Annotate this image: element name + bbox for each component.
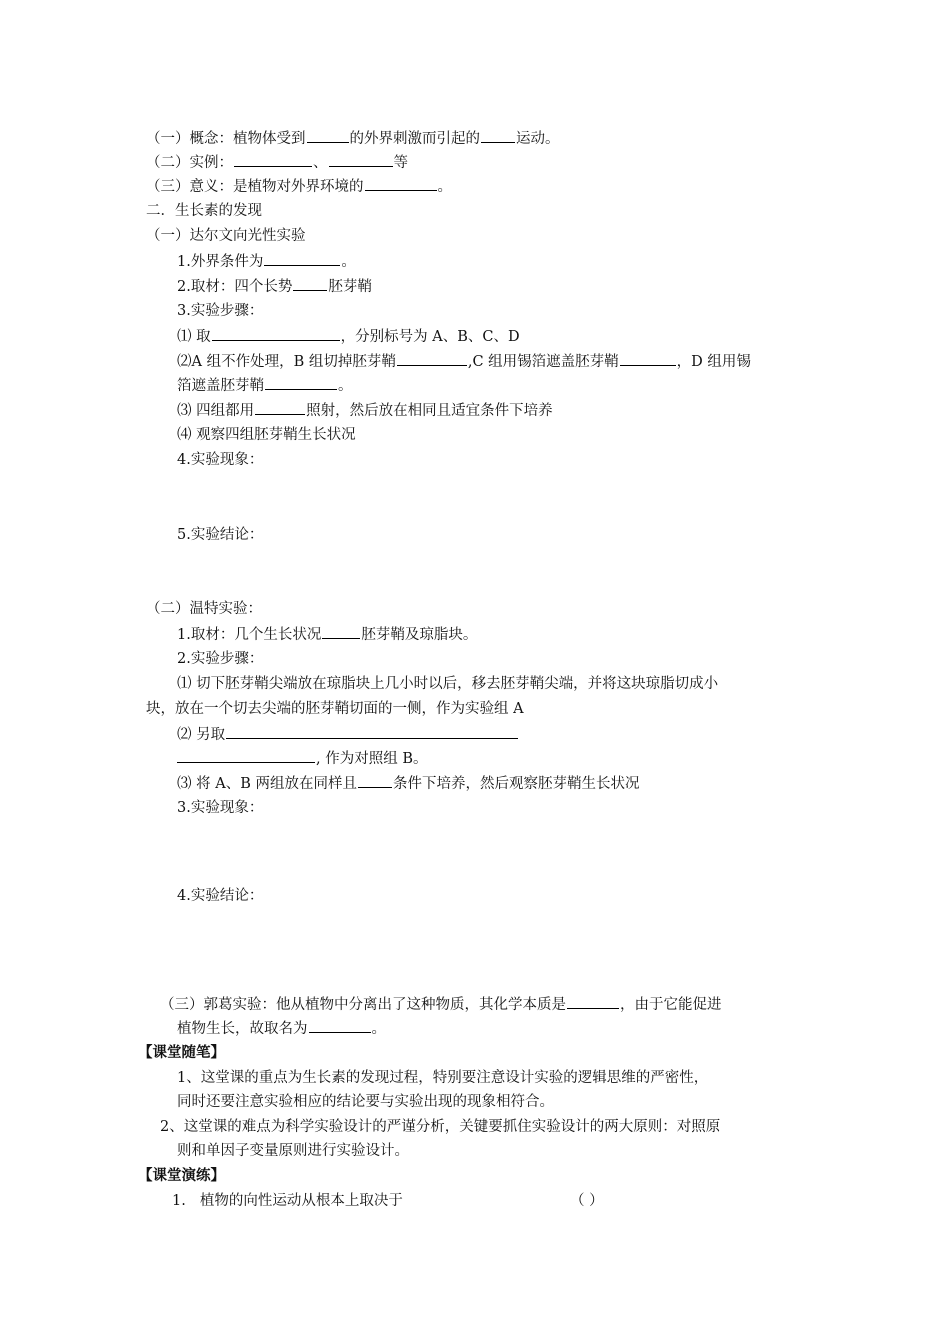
blank-7[interactable] [293, 276, 327, 291]
blank-4[interactable] [329, 152, 393, 167]
notes-title: 【课堂随笔】 [138, 1044, 225, 1061]
went-step-2: ⑵ 另取 [177, 724, 519, 745]
went-step-3: ⑶ 将 A、B 两组放在同样且 条件下培养，然后观察胚芽鞘生长状况 [177, 773, 639, 794]
blank-13[interactable] [322, 624, 360, 639]
darwin-step-1: ⑴ 取 ，分别标号为 A、B、C、D [177, 326, 520, 347]
went-item-2: 2.实验步骤： [177, 651, 264, 667]
blank-1[interactable] [307, 128, 349, 143]
blank-6[interactable] [264, 251, 340, 266]
note-1: 1、这堂课的重点为生长素的发现过程，特别要注意设计实验的逻辑思维的严密性， [177, 1070, 709, 1086]
darwin-item-4: 4.实验现象： [177, 452, 264, 468]
went-item-1: 1.取材：几个生长状况 胚芽鞘及琼脂块。 [177, 624, 477, 645]
darwin-item-3: 3.实验步骤： [177, 303, 264, 319]
blank-10[interactable] [620, 351, 676, 366]
guo-line: （三）郭葛实验：他从植物中分离出了这种物质，其化学本质是 ，由于它能促进 [160, 994, 722, 1015]
blank-14[interactable] [226, 724, 518, 739]
question-text: 植物的向性运动从根本上取决于 [199, 1193, 403, 1209]
note-1-cont: 同时还要注意实验相应的结论要与实验出现的现象相符合。 [177, 1094, 554, 1110]
blank-3[interactable] [234, 152, 312, 167]
question-number: 1. [172, 1193, 186, 1209]
meaning-line: （三）意义：是植物对外界环境的 。 [146, 176, 452, 197]
darwin-item-5: 5.实验结论： [177, 527, 264, 543]
blank-16[interactable] [358, 773, 392, 788]
blank-11[interactable] [265, 375, 337, 390]
darwin-step-3: ⑶ 四组都用 照射，然后放在相同且适宜条件下培养 [177, 400, 553, 421]
blank-18[interactable] [309, 1018, 371, 1033]
blank-15[interactable] [177, 748, 315, 763]
concept-line: （一）概念：植物体受到 的外界刺激而引起的 运动。 [146, 128, 560, 149]
went-step-1: ⑴ 切下胚芽鞘尖端放在琼脂块上几小时以后，移去胚芽鞘尖端，并将这块琼脂切成小 [177, 676, 719, 692]
darwin-title: （一）达尔文向光性实验 [146, 228, 306, 244]
answer-paren[interactable]: （ ） [570, 1193, 604, 1209]
went-item-3: 3.实验现象： [177, 800, 264, 816]
practice-title: 【课堂演练】 [138, 1167, 225, 1184]
note-2: 2、这堂课的难点为科学实验设计的严谨分析，关键要抓住实验设计的两大原则：对照原 [160, 1119, 721, 1135]
example-line: （二）实例： 、 等 [146, 152, 408, 173]
note-2-cont: 则和单因子变量原则进行实验设计。 [177, 1143, 409, 1159]
guo-line-cont: 植物生长，故取名为 。 [177, 1018, 386, 1039]
darwin-step-2-cont: 箔遮盖胚芽鞘 。 [177, 375, 353, 396]
blank-17[interactable] [567, 994, 619, 1009]
blank-12[interactable] [255, 400, 305, 415]
blank-9[interactable] [397, 351, 467, 366]
went-item-4: 4.实验结论： [177, 888, 264, 904]
darwin-step-4: ⑷ 观察四组胚芽鞘生长状况 [177, 427, 356, 443]
went-step-1-cont: 块，放在一个切去尖端的胚芽鞘切面的一侧，作为实验组 A [146, 701, 524, 717]
blank-5[interactable] [365, 176, 437, 191]
darwin-item-1: 1.外界条件为 。 [177, 251, 356, 272]
section-title: 二．生长素的发现 [146, 203, 262, 219]
blank-8[interactable] [212, 326, 340, 341]
blank-2[interactable] [481, 128, 515, 143]
darwin-item-2: 2.取材：四个长势 胚芽鞘 [177, 276, 372, 297]
question-1 [172, 1191, 403, 1211]
went-step-2-cont: , 作为对照组 B。 [177, 748, 427, 769]
went-title: （二）温特实验： [146, 601, 262, 617]
darwin-step-2: ⑵A 组不作处理，B 组切掉胚芽鞘 ,C 组用锡箔遮盖胚芽鞘 ，D 组用锡 [177, 351, 751, 372]
